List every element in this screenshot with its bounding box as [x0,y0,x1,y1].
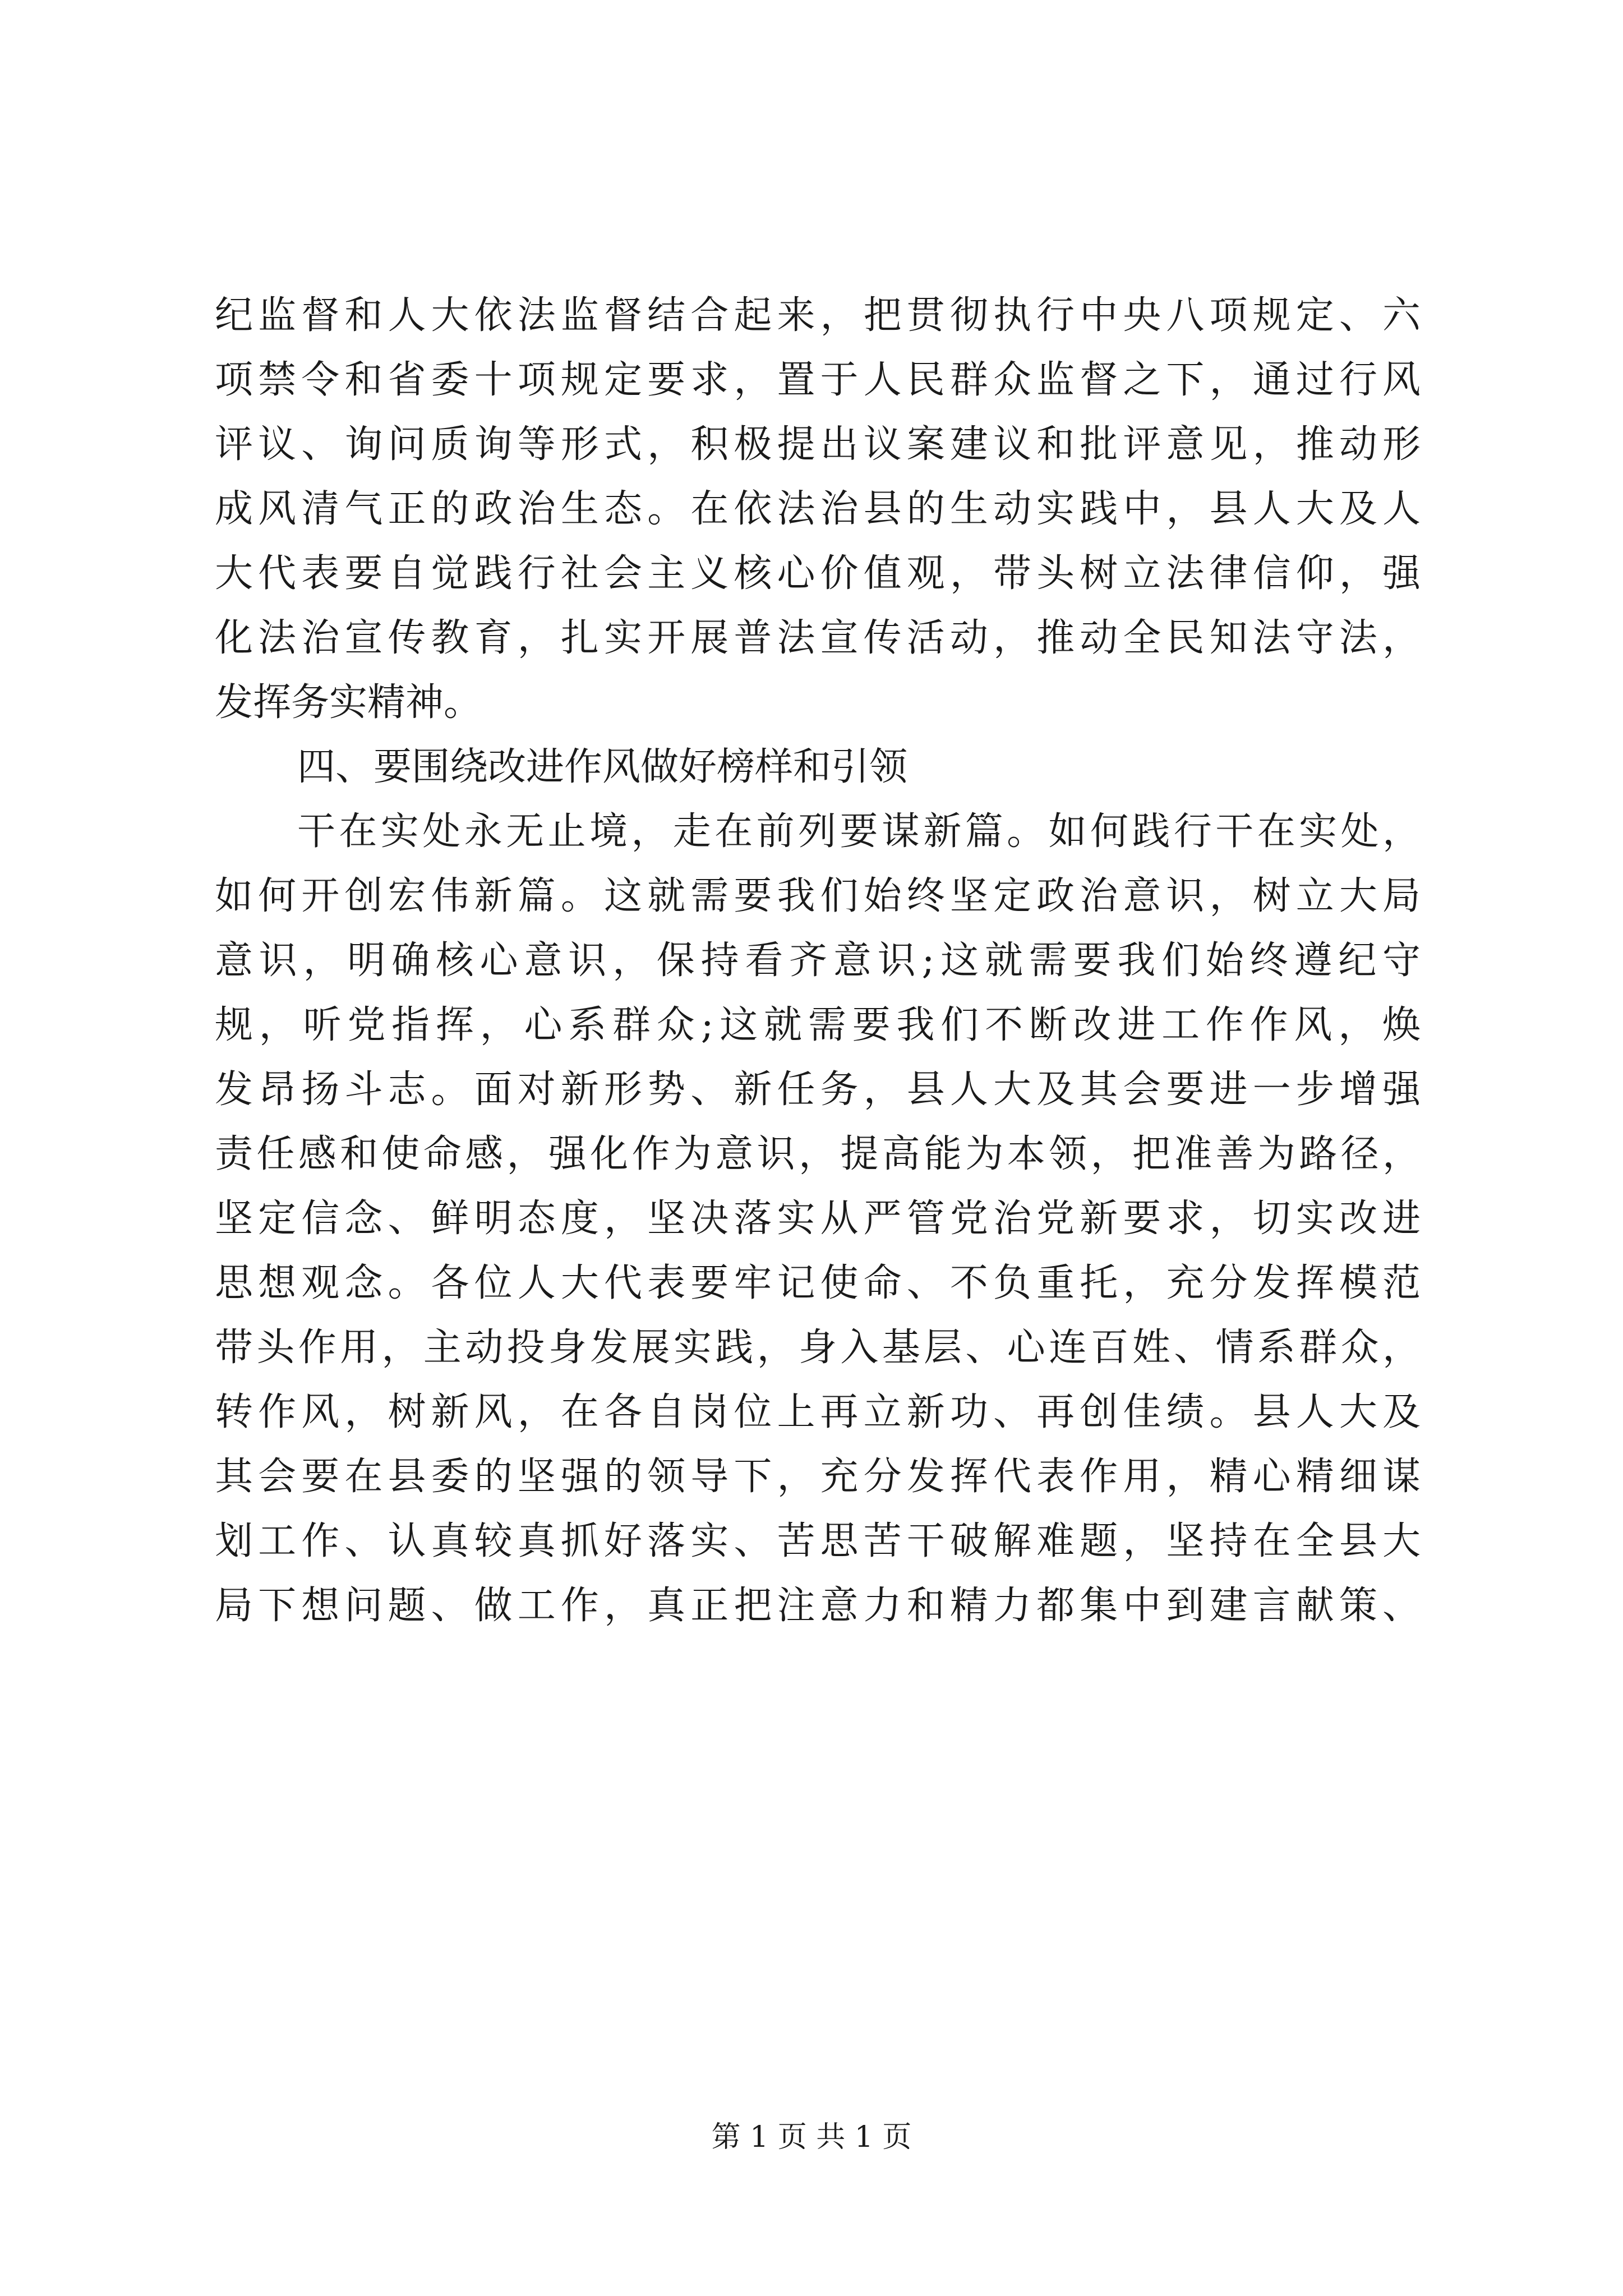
section-heading-4 [215,735,1421,799]
text-line: 规，听党指挥，心系群众;这就需要我们不断改进工作作风，焕 [215,1003,1421,1047]
text-line: 如何开创宏伟新篇。这就需要我们始终坚定政治意识，树立大局 [215,874,1421,918]
text-line: 干在实处永无止境，走在前列要谋新篇。如何践行干在实处， [297,809,1421,854]
page-number-label: 第 1 页 共 1 页 [711,2120,912,2154]
text-line: 带头作用，主动投身发展实践，身入基层、心连百姓、情系群众， [215,1326,1421,1370]
text-line: 发挥务实精神。 [215,680,482,725]
text-line: 发昂扬斗志。面对新形势、新任务，县人大及其会要进一步增强 [215,1068,1421,1112]
paragraph-1 [215,283,1421,735]
text-line: 局下想问题、做工作，真正把注意力和精力都集中到建言献策、 [215,1584,1421,1628]
paragraph-2 [215,799,1421,1638]
text-line: 项禁令和省委十项规定要求，置于人民群众监督之下，通过行风 [215,358,1421,402]
text-line: 思想观念。各位人大代表要牢记使命、不负重托，充分发挥模范 [215,1261,1421,1305]
text-line: 坚定信念、鲜明态度，坚决落实从严管党治党新要求，切实改进 [215,1197,1421,1241]
text-line: 大代表要自觉践行社会主义核心价值观，带头树立法律信仰，强 [215,551,1421,596]
page-footer [0,2118,1623,2157]
document-body [215,283,1421,1638]
text-line: 转作风，树新风，在各自岗位上再立新功、再创佳绩。县人大及 [215,1390,1421,1434]
text-line: 评议、询问质询等形式，积极提出议案建议和批评意见，推动形 [215,422,1421,467]
text-line: 其会要在县委的坚强的领导下，充分发挥代表作用，精心精细谋 [215,1455,1421,1499]
text-line: 意识，明确核心意识，保持看齐意识;这就需要我们始终遵纪守 [215,938,1421,983]
text-line: 责任感和使命感，强化作为意识，提高能为本领，把准善为路径， [215,1132,1421,1176]
text-line: 化法治宣传教育，扎实开展普法宣传活动，推动全民知法守法， [215,616,1421,660]
text-line: 成风清气正的政治生态。在依法治县的生动实践中，县人大及人 [215,487,1421,531]
text-line: 划工作、认真较真抓好落实、苦思苦干破解难题，坚持在全县大 [215,1519,1421,1563]
text-line: 纪监督和人大依法监督结合起来，把贯彻执行中央八项规定、六 [215,293,1421,338]
section-heading: 四、要围绕改进作风做好榜样和引领 [297,745,908,789]
